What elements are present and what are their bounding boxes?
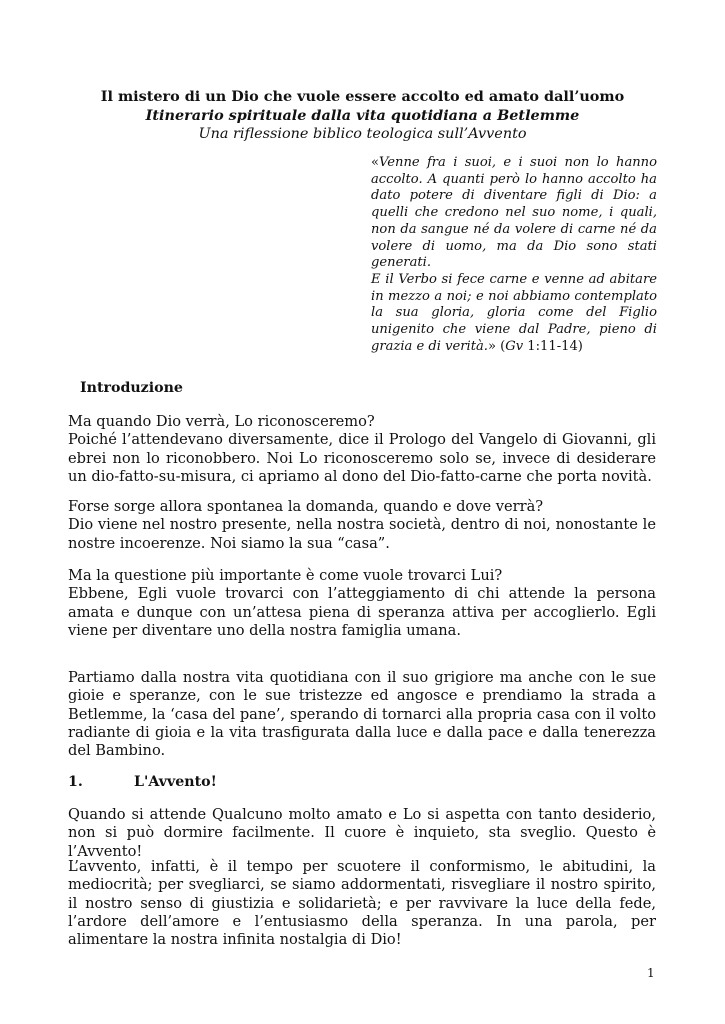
document-title: Il mistero di un Dio che vuole essere accolto ed amato dall’uomo bbox=[100, 88, 625, 105]
intro-p3-line-1: Ma la questione più importante è come vuole trovarci Lui? bbox=[68, 567, 503, 584]
epigraph-ref-open: ( bbox=[495, 338, 506, 354]
epigraph-close-quote: » bbox=[487, 338, 496, 354]
intro-p2-line-2: Dio viene nel nostro presente, nella nostra società, dentro di noi, nonostante le nostre incoerenze. Noi siamo la sua “casa”. bbox=[68, 516, 656, 552]
section-1-heading bbox=[68, 773, 217, 791]
section-1-paragraph-2: L’avvento, infatti, è il tempo per scuotere il conformismo, le abitudini, la mediocrità; per svegliarci, se siamo addormentati, risvegliare il nostro spirito, il nostro senso di giustizia e solidarietà; e per ravvivare la luce della fede, l’ardore dell’amore e l’entusiasmo della speranza. In una parola, per alimentare la nostra infinita nostalgia di Dio! bbox=[68, 858, 656, 949]
intro-heading: Introduzione bbox=[80, 380, 183, 396]
epigraph-ref-book: Gv bbox=[505, 338, 524, 354]
intro-paragraph-2 bbox=[68, 498, 656, 553]
page-number: 1 bbox=[647, 966, 655, 980]
document-subtitle: Itinerario spirituale dalla vita quotidiana a Betlemme bbox=[145, 107, 580, 124]
intro-p2-line-1: Forse sorge allora spontanea la domanda, quando e dove verrà? bbox=[68, 498, 544, 515]
section-1-number: 1. bbox=[68, 774, 83, 790]
document-tagline: Una riflessione biblico teologica sull’Avvento bbox=[198, 126, 527, 142]
intro-p3-line-2: Ebbene, Egli vuole trovarci con l’atteggiamento di chi attende la persona amata e dunque con un’attesa piena di speranza attiva per accoglierlo. Egli viene per diventare uno della nostra famiglia umana. bbox=[68, 585, 656, 639]
epigraph-ref-verses: 1:11-14) bbox=[523, 338, 583, 354]
epigraph-text-2: E il Verbo si fece carne e venne ad abitare in mezzo a noi; e noi abbiamo contemplato la sua gloria, gloria come del Figlio unigenito che viene dal Padre, pieno di grazia e di verità. bbox=[371, 271, 657, 354]
section-1-paragraph-1: Quando si attende Qualcuno molto amato e Lo si aspetta con tanto desiderio, non si può dormire facilmente. Il cuore è inquieto, sta sveglio. Questo è l’Avvento! bbox=[68, 806, 656, 860]
epigraph-open-quote: « bbox=[371, 155, 380, 170]
intro-paragraph-1 bbox=[68, 413, 656, 486]
document-title-block bbox=[0, 87, 725, 144]
intro-p1-line-2: Poiché l’attendevano diversamente, dice il Prologo del Vangelo di Giovanni, gli ebrei non lo riconobbero. Noi Lo riconosceremo solo se, invece di desiderare un dio-fatto-su-misura, ci apriamo al dono del Dio-fatto-carne che porta novità. bbox=[68, 431, 656, 485]
section-1-title: L'Avvento! bbox=[134, 774, 217, 790]
intro-paragraph-3 bbox=[68, 567, 656, 640]
epigraph-quote bbox=[371, 155, 657, 355]
intro-p1-line-1: Ma quando Dio verrà, Lo riconosceremo? bbox=[68, 413, 375, 430]
intro-paragraph-4: Partiamo dalla nostra vita quotidiana con il suo grigiore ma anche con le sue gioie e speranze, con le sue tristezze ed angosce e prendiamo la strada a Betlemme, la ‘casa del pane’, sperando di tornarci alla propria casa con il volto radiante di gioia e la vita trasfigurata dalla luce e dalla pace e dalla tenerezza del Bambino. bbox=[68, 669, 656, 760]
epigraph-text: Venne fra i suoi, e i suoi non lo hanno accolto. A quanti però lo hanno accolto ha dato potere di diventare figli di Dio: a quelli che credono nel suo nome, i quali, non da sangue né da volere di carne né da volere di uomo, ma da Dio sono stati generati. bbox=[371, 155, 657, 271]
